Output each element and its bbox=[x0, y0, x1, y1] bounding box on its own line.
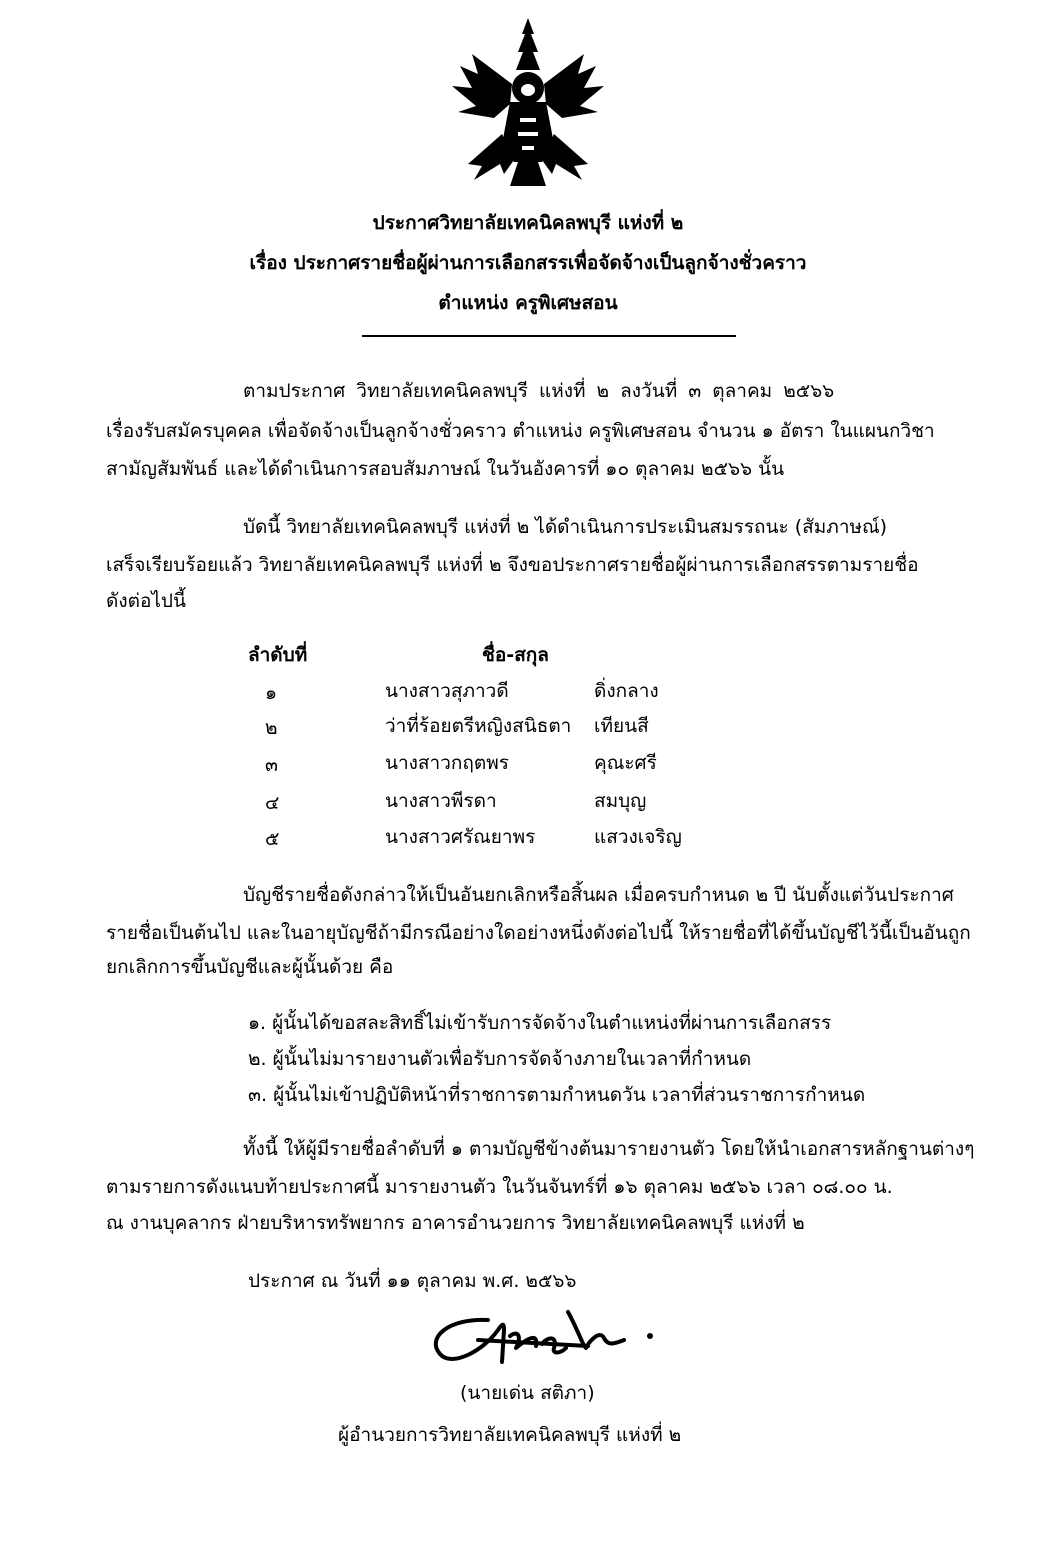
row-last-name: แสวงเจริญ bbox=[594, 826, 682, 848]
paragraph-1-line-1: ตามประกาศ วิทยาลัยเทคนิคลพบุรี แห่งที่ ๒ ลงวันที่ ๓ ตุลาคม ๒๕๖๖ bbox=[243, 380, 835, 402]
signatory-name: (นายเด่น สติภา) bbox=[460, 1382, 595, 1404]
paragraph-2-line-1: บัดนี้ วิทยาลัยเทคนิคลพบุรี แห่งที่ ๒ ได้ดำเนินการประเมินสมรรถนะ (สัมภาษณ์) bbox=[243, 516, 888, 538]
row-first-name: นางสาวพีรดา bbox=[385, 790, 497, 812]
row-order: ๔ bbox=[265, 792, 280, 814]
paragraph-3-line-2: รายชื่อเป็นต้นไป และในอายุบัญชีถ้ามีกรณีอย่างใดอย่างหนึ่งดังต่อไปนี้ ให้รายชื่อที่ได้ขึ้นบัญชีไว้นี้เป็นอันถูก bbox=[106, 922, 971, 944]
row-order: ๓ bbox=[265, 754, 278, 776]
paragraph-1-line-2: เรื่องรับสมัครบุคคล เพื่อจัดจ้างเป็นลูกจ้างชั่วคราว ตำแหน่ง ครูพิเศษสอน จำนวน ๑ อัตรา ในแผนกวิชา bbox=[106, 420, 935, 442]
announcement-subject: เรื่อง ประกาศรายชื่อผู้ผ่านการเลือกสรรเพื่อจัดจ้างเป็นลูกจ้างชั่วคราว bbox=[249, 252, 807, 274]
row-order: ๒ bbox=[265, 717, 278, 739]
header-divider bbox=[362, 335, 736, 337]
announcement-date: ประกาศ ณ วันที่ ๑๑ ตุลาคม พ.ศ. ๒๕๖๖ bbox=[248, 1270, 577, 1292]
paragraph-3-line-3: ยกเลิกการขึ้นบัญชีและผู้นั้นด้วย คือ bbox=[106, 956, 394, 978]
table-header-name: ชื่อ-สกุล bbox=[482, 644, 549, 666]
row-last-name: เทียนสี bbox=[594, 715, 649, 737]
row-last-name: คุณะศรี bbox=[594, 752, 657, 774]
announcement-position: ตำแหน่ง ครูพิเศษสอน bbox=[438, 292, 618, 314]
row-order: ๑ bbox=[265, 682, 278, 704]
signatory-title: ผู้อำนวยการวิทยาลัยเทคนิคลพบุรี แห่งที่ ๒ bbox=[338, 1424, 682, 1446]
row-order: ๕ bbox=[265, 828, 280, 850]
row-first-name: นางสาวสุภาวดี bbox=[385, 680, 509, 702]
row-last-name: สมบุญ bbox=[594, 790, 647, 812]
garuda-emblem bbox=[438, 14, 618, 192]
condition-item: ๒. ผู้นั้นไม่มารายงานตัวเพื่อรับการจัดจ้างภายในเวลาที่กำหนด bbox=[248, 1048, 752, 1070]
paragraph-1-line-3: สามัญสัมพันธ์ และได้ดำเนินการสอบสัมภาษณ์ ในวันอังคารที่ ๑๐ ตุลาคม ๒๕๖๖ นั้น bbox=[106, 458, 785, 480]
paragraph-3-line-1: บัญชีรายชื่อดังกล่าวให้เป็นอันยกเลิกหรือสิ้นผล เมื่อครบกำหนด ๒ ปี นับตั้งแต่วันประกาศ bbox=[243, 884, 954, 906]
paragraph-2-line-2: เสร็จเรียบร้อยแล้ว วิทยาลัยเทคนิคลพบุรี แห่งที่ ๒ จึงขอประกาศรายชื่อผู้ผ่านการเลือกสรรตามรายชื่อ bbox=[106, 554, 919, 576]
condition-item: ๑. ผู้นั้นได้ขอสละสิทธิ์ไม่เข้ารับการจัดจ้างในตำแหน่งที่ผ่านการเลือกสรร bbox=[248, 1012, 832, 1034]
row-last-name: ดิ่งกลาง bbox=[594, 680, 659, 702]
announcement-title: ประกาศวิทยาลัยเทคนิคลพบุรี แห่งที่ ๒ bbox=[372, 212, 684, 234]
row-first-name: ว่าที่ร้อยตรีหญิงสนิธตา bbox=[385, 715, 572, 737]
table-header-order: ลำดับที่ bbox=[248, 644, 308, 666]
condition-item: ๓. ผู้นั้นไม่เข้าปฏิบัติหน้าที่ราชการตามกำหนดวัน เวลาที่ส่วนราชการกำหนด bbox=[248, 1084, 866, 1106]
signature-image bbox=[418, 1300, 668, 1380]
paragraph-4-line-2: ตามรายการดังแนบท้ายประกาศนี้ มารายงานตัว ในวันจันทร์ที่ ๑๖ ตุลาคม ๒๕๖๖ เวลา ๐๘.๐๐ น. bbox=[106, 1176, 893, 1198]
paragraph-4-line-3: ณ งานบุคลากร ฝ่ายบริหารทรัพยากร อาคารอำนวยการ วิทยาลัยเทคนิคลพบุรี แห่งที่ ๒ bbox=[106, 1212, 805, 1234]
row-first-name: นางสาวศรัณยาพร bbox=[385, 826, 536, 848]
paragraph-4-line-1: ทั้งนี้ ให้ผู้มีรายชื่อลำดับที่ ๑ ตามบัญชีข้างต้นมารายงานตัว โดยให้นำเอกสารหลักฐานต่างๆ bbox=[243, 1138, 975, 1160]
row-first-name: นางสาวกฤตพร bbox=[385, 752, 509, 774]
paragraph-2-line-3: ดังต่อไปนี้ bbox=[106, 590, 186, 612]
